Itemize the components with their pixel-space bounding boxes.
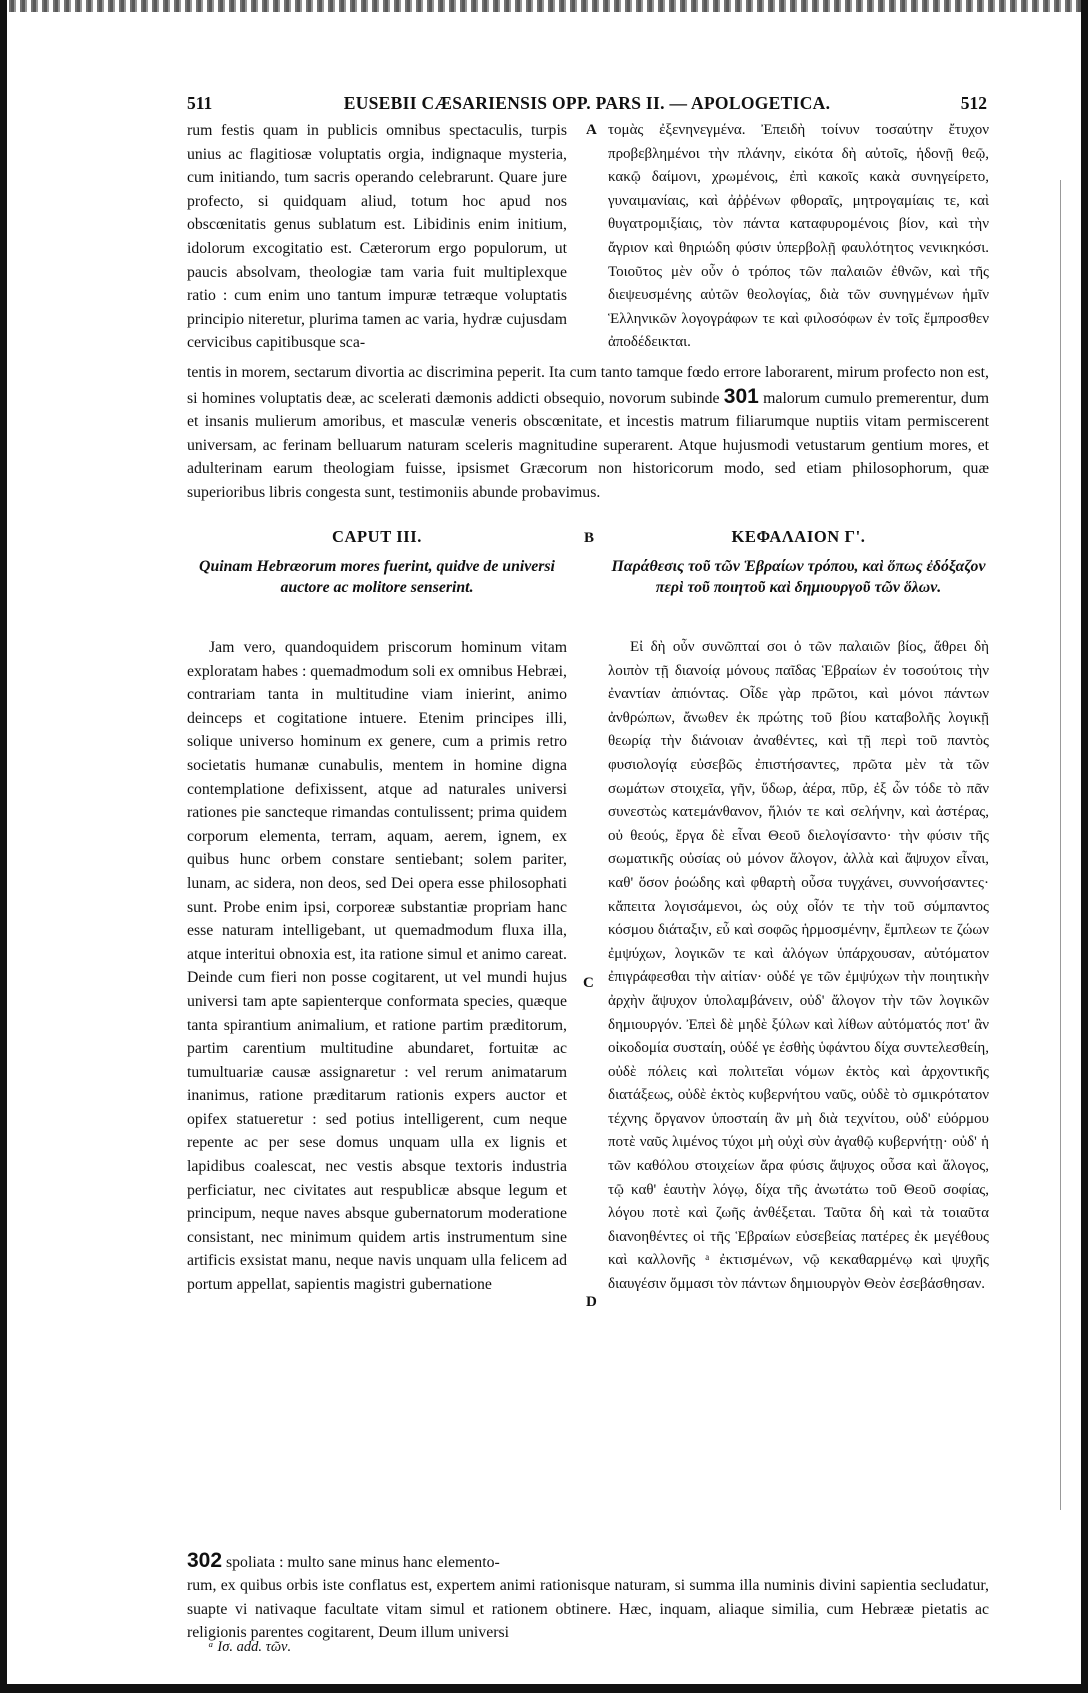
full-width-text-post: malorum cumulo premerentur, dum et insanis mulierum amoribus, et masculæ veneris obscœnitate, et incestis matrum filiarumque nuptiis vitam permiscerent universam, ac ferinam belluarum naturam sceleris magnitudine superarent. Atque hujusmodi vetustarum gentium mores, et adulterinam earum theologiam fuisse, ipsismet Græcorum non historicorum modo, sed etiam philosophorum, quæ superioribus libris congesta sunt, testimoniis abunde probavimus. bbox=[187, 389, 990, 501]
chapter-summary-greek: Παράθεσις τοῦ τῶν Ἑβραίων τρόπου, καὶ ὅπως ἐδόξαζον περὶ τοῦ ποιητοῦ καὶ δημιουργοῦ τῶν ὅλων. bbox=[611, 558, 986, 596]
scan-edge-left bbox=[0, 0, 7, 1693]
margin-letter-c: C bbox=[583, 975, 594, 991]
margin-letter-b: B bbox=[584, 530, 595, 546]
margin-letter-d: D bbox=[586, 1294, 597, 1310]
full-width-text-pre: tentis in morem, sectarum divortia ac discrimina peperit. Ita cum tanto tamque fœdo errore laborarent, mirum profecto non est, si homines voluptatis deæ, ac scelerati dæmonis addicti obsequio, novorum subinde bbox=[187, 364, 989, 407]
chapter-summary-latin: Quinam Hebræorum mores fuerint, quidve de universi auctore ac molitore senserint. bbox=[199, 558, 555, 596]
margin-letter-a: A bbox=[586, 122, 597, 138]
greek-chapter-body: Εἰ δὴ οὖν συνῶπταί σοι ὁ τῶν παλαιῶν βίος, ἄθρει δὴ λοιπὸν τῇ διανοίᾳ μόνους παῖδας Ἑβραίων ἐν τοσούτοις τὴν ἐναντίαν ἀπιόντας. Οἷδε γὰρ πρῶτοι, καὶ μόνοι πάντων ἀνθρώπων, ἄνωθεν ἐκ πρώτης τοῦ βίου καταβολῆς λογικῇ θεωρίᾳ τὴν διάνοιαν ἀναθέντες, καὶ τῇ περὶ τοῦ παντὸς φυσιολογίᾳ εὐσεβῶς ἐπιστήσαντες, πρῶτα μὲν τὰ τῶν σωμάτων στοιχεῖα, γῆν, ὕδωρ, ἀέρα, πῦρ, ἐξ ὧν τόδε τὸ πᾶν συνεστὼς κατεμάνθανον, ἥλιόν τε καὶ σελήνην, καὶ ἀστέρας, οὐ θεούς, ἔργα δὲ εἶναι Θεοῦ διελογίσαντο· τὴν φύσιν τῆς σωματικῆς οὐσίας οὐ μόνον ἄλογον, ἀλλὰ καὶ ἄψυχον εἶναι, καθ' ὅσον ῥοώδης καὶ φθαρτὴ οὖσα τυγχάνει, συννοήσαντες· κἄπειτα λογισάμενοι, ὡς οὐχ οἷόν τε τὴν τοῦ σύμπαντος κόσμου διάταξιν, εὖ καὶ σοφῶς ἡρμοσμένην, ἔμπλεων τε ζώων ἐμψύχων, λογικῶν τε καὶ ἀλόγων ὑπάρχουσαν, αὐτόματον ἐπιγράφεσθαι τὴν αἰτίαν· οὐδέ γε τῶν ἐμψύχων τὴν ποιητικὴν ἀρχὴν ἄψυχον ὑπολαμβάνειν, οὐδ' ἄλογον τὴν τῶν λογικῶν δημιουργόν. Ἐπεὶ δὲ μηδὲ ξύλων καὶ λίθων αὐτόματός ποτ' ἂν οἰκοδομία συσταίη, οὐδέ γε ἐσθὴς ὑφάντου δίχα συντελεσθείη, οὐδὲ πόλεις καὶ πολιτεῖαι νόμων ἐκτὸς καὶ ἀρχοντικῆς διατάξεως, οὐδὲ ἐκτὸς κυβερνήτου ναῦς, οὐδὲ τὸ σμικρότατον τέχνης ὄργανον ὑποσταίη ἂν μὴ διὰ τεχνίτου, οὐδ' εὐόρμου ποτὲ ναῦς λιμένος τύχοι μὴ οὐχὶ σὺν ἀγαθῷ κυβερνήτῃ· οὐδ' ἡ τῶν καθόλου στοιχείων ἄρα φύσις ἄψυχος οὖσα καὶ ἄλογος, τῷ καθ' ἑαυτὴν λόγῳ, δίχα τῆς ἀνωτάτω τοῦ Θεοῦ σοφίας, λόγου ποτὲ καὶ ζωῆς ἀνθέξεται. Ταῦτα δὴ καὶ τὰ τοιαῦτα διανοηθέντες οἱ τῆς Ἑβραίων εὐσεβείας πατέρες ἐκ μεγέθους καὶ καλλονῆς ᵃ ἐκτισμένων, νῷ κεκαθαρμένῳ καὶ ψυχῆς διαυγέσιν ὄμμασι τὸν πάντων δημιουργὸν Θεὸν ἐσεβάσθησαν. bbox=[608, 639, 989, 1293]
full-width-paragraph-2: rum, ex quibus orbis iste conflatus est, expertem animi rationisque naturam, si summa illa numinis divini sapientia secludatur, suapte vi nativaque facultate vitam simul et rationem obtinere. Hæc, inquam, aliaque similia, cum Hebrææ pietatis ac religionis parentes cogitarent, Deum illum universi bbox=[187, 1577, 989, 1642]
gutter-shadow bbox=[1060, 180, 1061, 1510]
scan-edge-right bbox=[1081, 0, 1088, 1693]
chapter-title-latin: CAPUT III. bbox=[331, 527, 423, 546]
page-number-left: 511 bbox=[187, 93, 213, 113]
page-number-right: 512 bbox=[960, 93, 987, 113]
full-width-paragraph-1 bbox=[187, 361, 989, 505]
latin-tail-text: spoliata : multo sane minus hanc elemento- bbox=[226, 1554, 500, 1571]
scan-edge-top bbox=[0, 0, 1088, 12]
latin-column-continuation: rum festis quam in publicis omnibus spectaculis, turpis unius ac flagitiosæ voluptatis orgia, indignaque mysteria, cum initiando, tum sacris operando celebrarunt. Quare jure profecto, si quidquam aliud, totum hoc apud nos obscœnitatis genus sublatum est. Libidinis enim initium, idolorum excogitatio est. Cæterorum ergo populorum, ut paucis absolvam, theologiæ tam varia fuit multiplexque ratio : cum enim uno tantum impuræ tetræque voluptatis principio niteretur, plurima tamen ac varia, hydræ cujusdam cervicibus capitibusque sca- bbox=[187, 122, 567, 352]
latin-chapter-body: Jam vero, quandoquidem priscorum hominum vitam exploratam habes : quemadmodum soli ex omnibus Hebræi, contrariam tanta in multitudine viam inierint, animo deinceps et cogitatione intuere. Etenim principes illi, solique universo hominum ex genere, cum a primis retro societatis humanæ cunabulis, mentem in homine digna contemplatione defixissent, atque ad naturales universi rationes pie sancteque rimandas contulissent; prima quidem corporum elementa, terram, aquam, aerem, ignem, ex quibus hunc orbem constare sentiebant; solem pariter, lunam, ac sidera, non deos, sed Dei opera esse philosophati sunt. Probe enim ipsi, corporeæ substantiæ propriam hanc esse naturam intelligebant, ut quemadmodum fluxa illa, atque interitui obnoxia est, ita ratione simul et animo careat. Deinde cum fieri non posse cogitarent, ut vel mundi hujus universi tam apte sapienterque conformata species, quæque tanta spirantium animalium, et ratione partim præditorum, partim carentium multitudine abundaret, fortuitæ ac tumultuariæ causæ assignaretur : vel rerum animatarum inanimus, ratione præditarum rationis expers auctor et opifex statueretur : sed potius intelligerent, cum neque repente ac per sese domus unquam ulla ex lignis et lapidibus coalescat, nec vestis absque textoris industria perficiatur, nec civitates aut respublicæ absque legum et principum, neque naves absque gubernatorum moderatione consistant, nec minimum quidem artis instrumentum sine artificis exsistat manu, neque navis unquam ulla felicem ad portum appellat, sapientis magistri gubernatione bbox=[187, 639, 567, 1294]
latin-column-tail bbox=[187, 1549, 567, 1575]
running-title: EUSEBII CÆSARIENSIS OPP. PARS II. — APOLOGETICA. bbox=[343, 93, 831, 113]
scan-edge-bottom bbox=[0, 1684, 1088, 1693]
marginal-number-302: 302 bbox=[187, 1549, 223, 1572]
footnote: ᵃ Ισ. add. τῶν. bbox=[208, 1639, 292, 1655]
chapter-title-greek: ΚΕΦΑΛΑΙΟΝ Γ'. bbox=[731, 527, 866, 546]
marginal-number-301: 301 bbox=[723, 384, 759, 408]
running-header bbox=[187, 93, 987, 119]
greek-column-continuation: τομὰς ἐξενηνεγμένα. Ἐπειδὴ τοίνυν τοσαύτην ἔτυχον προβεβλημένοι τὴν πλάνην, εἰκότα δὴ αὐτοῖς, ἡδονῇ θεῷ, κακῷ δαίμονι, χρωμένοις, ἐπὶ κακοῖς κακὰ συνηγείρετο, γυναιμανίαις, καὶ ἀῤῥένων φθοραῖς, μητρογαμίαις τε, καὶ θυγατρομιξίαις, τὸν πάντα καταφυρομένοις βίον, καὶ τὴν ἄγριον καὶ θηριώδη φύσιν ὑπερβολῇ φαυλότητος νενικηκόσι. Τοιοῦτος μὲν οὖν ὁ τρόπος τῶν παλαιῶν ἐθνῶν, καὶ τῆς διεψευσμένης αὐτῶν θεολογίας, διὰ τῶν συνηγμένων ἡμῖν Ἑλληνικῶν λογογράφων τε καὶ φιλοσόφων ἐν τοῖς ἔμπροσθεν ἀποδέδεικται. bbox=[608, 122, 989, 351]
